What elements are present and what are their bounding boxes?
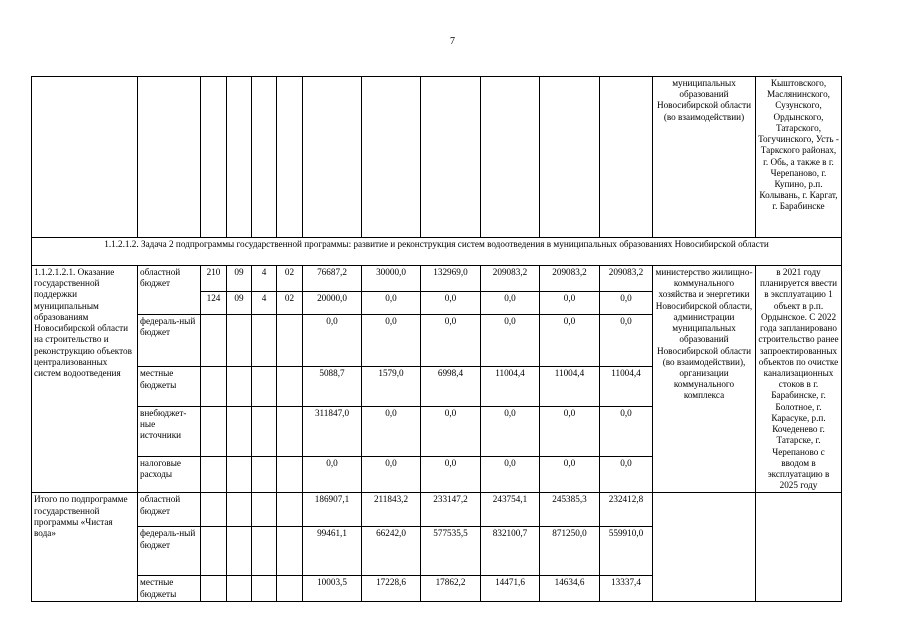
value-cell: 11004,4	[540, 367, 600, 406]
measure-row	[32, 266, 842, 292]
cs-cell: 02	[277, 266, 303, 292]
value-cell: 11004,4	[600, 367, 653, 406]
source-cell: областной бюджет	[138, 493, 201, 527]
value-cell: 0,0	[600, 457, 653, 493]
value-cell: 0,0	[600, 406, 653, 456]
value-cell: 0,0	[362, 406, 421, 456]
value-cell: 6998,4	[421, 367, 481, 406]
value-cell: 0,0	[540, 406, 600, 456]
value-cell: 0,0	[362, 457, 421, 493]
value-cell: 0,0	[481, 406, 540, 456]
value-cell: 0,0	[600, 315, 653, 367]
value-cell: 211843,2	[362, 493, 421, 527]
value-cell: 0,0	[362, 315, 421, 367]
value-cell: 0,0	[481, 457, 540, 493]
source-cell: внебюджет-ные источники	[138, 406, 201, 456]
value-cell: 209083,2	[540, 266, 600, 292]
continuation-row	[32, 77, 842, 238]
value-cell: 233147,2	[421, 493, 481, 527]
value-cell: 0,0	[481, 315, 540, 367]
value-cell: 10003,5	[303, 576, 362, 601]
source-cell: местные бюджеты	[138, 576, 201, 601]
source-cell: налоговые расходы	[138, 457, 201, 493]
task-row	[32, 238, 842, 266]
value-cell: 0,0	[421, 406, 481, 456]
value-cell: 232412,8	[600, 493, 653, 527]
value-cell: 832100,7	[481, 527, 540, 576]
value-cell: 871250,0	[540, 527, 600, 576]
value-cell: 209083,2	[600, 266, 653, 292]
value-cell: 0,0	[362, 291, 421, 314]
value-cell: 1579,0	[362, 367, 421, 406]
pr-cell: 4	[252, 291, 277, 314]
result-cell: Кыштовского, Маслянинского, Сузунского, Ордынского, Татарского, Тогучинского, Усть - Таркского районах, г. Обь, а также в г. Черепаново, г. Купино, р.п. Колывань, г. Каргат, г. Барабинске	[756, 77, 842, 238]
value-cell: 11004,4	[481, 367, 540, 406]
value-cell: 559910,0	[600, 527, 653, 576]
measure-name: 1.1.2.1.2.1. Оказание государственной поддержки муниципальным образованиям Новосибирской области на строительство и реконструкцию объектов централизованных систем водоотведения	[32, 266, 138, 493]
value-cell: 0,0	[481, 291, 540, 314]
value-cell: 99461,1	[303, 527, 362, 576]
rz-cell: 09	[227, 266, 252, 292]
total-row	[32, 493, 842, 527]
value-cell: 245385,3	[540, 493, 600, 527]
value-cell: 311847,0	[303, 406, 362, 456]
grbs-cell: 210	[201, 266, 227, 292]
page-number: 7	[450, 36, 455, 47]
value-cell: 209083,2	[481, 266, 540, 292]
rz-cell: 09	[227, 291, 252, 314]
value-cell: 0,0	[303, 457, 362, 493]
grbs-cell: 124	[201, 291, 227, 314]
value-cell: 17228,6	[362, 576, 421, 601]
total-name: Итого по подпрограмме государственной программы «Чистая вода»	[32, 493, 138, 601]
program-table	[31, 76, 842, 602]
cs-cell: 02	[277, 291, 303, 314]
value-cell: 0,0	[421, 315, 481, 367]
value-cell: 0,0	[540, 457, 600, 493]
value-cell: 0,0	[303, 315, 362, 367]
source-cell: федераль-ный бюджет	[138, 315, 201, 367]
value-cell: 0,0	[600, 291, 653, 314]
value-cell: 66242,0	[362, 527, 421, 576]
value-cell: 14471,6	[481, 576, 540, 601]
pr-cell: 4	[252, 266, 277, 292]
value-cell: 13337,4	[600, 576, 653, 601]
value-cell: 0,0	[540, 315, 600, 367]
value-cell: 30000,0	[362, 266, 421, 292]
value-cell: 17862,2	[421, 576, 481, 601]
task-heading: 1.1.2.1.2. Задача 2 подпрограммы государственной программы: развитие и реконструкция систем водоотведения в муниципальных образованиях Новосибирской области	[32, 238, 842, 266]
value-cell: 5088,7	[303, 367, 362, 406]
measure-executor: министерство жилищно-коммунального хозяйства и энергетики Новосибирской области, администрации муниципальных образований Новосибирской области (во взаимодействии), организации коммунального комплекса	[653, 266, 756, 493]
measure-result: в 2021 году планируется ввести в эксплуатацию 1 объект в р.п. Ордынское. С 2022 года запланировано строительство ранее запроектированных объектов по очистке канализационных стоков в г. Барабинске, г. Болотное, г. Карасуке, р.п. Кочеденево г. Татарске, г. Черепаново с вводом в эксплуатацию в 2025 году	[756, 266, 842, 493]
value-cell: 20000,0	[303, 291, 362, 314]
value-cell: 14634,6	[540, 576, 600, 601]
value-cell: 0,0	[421, 291, 481, 314]
value-cell: 76687,2	[303, 266, 362, 292]
executor-cell: муниципальных образований Новосибирской области (во взаимодействии)	[653, 77, 756, 238]
value-cell: 0,0	[540, 291, 600, 314]
value-cell: 243754,1	[481, 493, 540, 527]
value-cell: 0,0	[421, 457, 481, 493]
value-cell: 577535,5	[421, 527, 481, 576]
value-cell: 132969,0	[421, 266, 481, 292]
source-cell: местные бюджеты	[138, 367, 201, 406]
source-cell: областной бюджет	[138, 266, 201, 315]
value-cell: 186907,1	[303, 493, 362, 527]
source-cell: федераль-ный бюджет	[138, 527, 201, 576]
